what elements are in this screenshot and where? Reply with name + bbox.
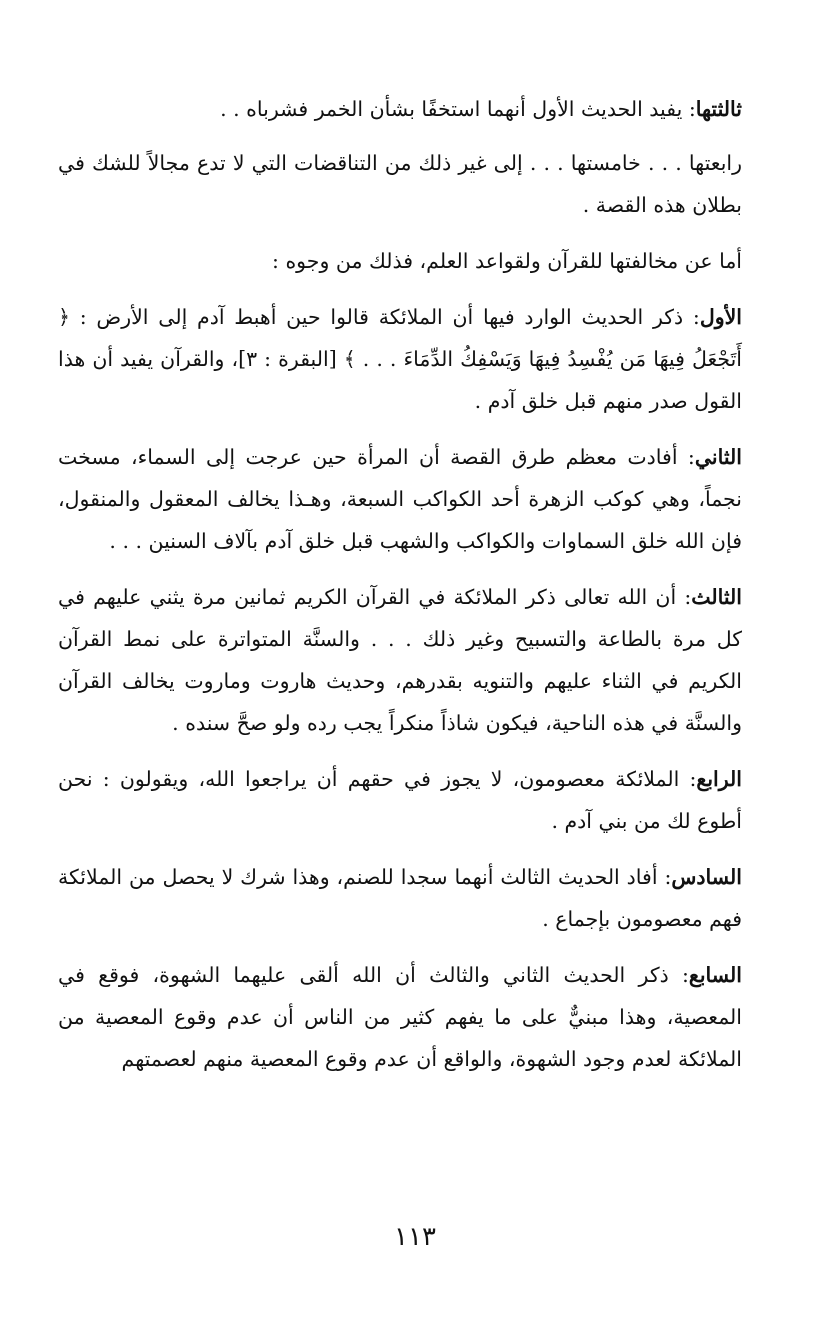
paragraph-9 <box>58 954 770 1080</box>
paragraph-text: : يفيد الحديث الأول أنهما استخفًا بشأن الخمر فشرباه . . <box>220 97 696 121</box>
paragraph-lead: الثاني <box>694 445 742 469</box>
paragraph-lead: الثالث <box>691 585 742 609</box>
paragraph-3 <box>58 240 770 282</box>
paragraph-text: : الملائكة معصومون، لا يجوز في حقهم أن يراجعوا الله، ويقولون : نحن أطوع لك من بني آدم . <box>58 767 742 833</box>
paragraph-text: : ذكر الحديث الثاني والثالث أن الله ألقى عليهما الشهوة، فوقع في المعصية، وهذا مبنيٌّ على ما يفهم كثير من الناس أن عدم وقوع المعصية من الملائكة لعدم وجود الشهوة، والواقع أن عدم وقوع المعصية منهم لعصمتهم <box>58 963 742 1071</box>
paragraph-text: : أفادت معظم طرق القصة أن المرأة حين عرجت إلى السماء، مسخت نجماً، وهي كوكب الزهرة أحد الكواكب السبعة، وهـذا يخالف المعقول والمنقول، فإن الله خلق السماوات والكواكب والشهب قبل خلق آدم بآلاف السنين . . . <box>58 445 742 553</box>
paragraph-lead: الرابع <box>696 767 742 791</box>
paragraph-text: : أفاد الحديث الثالث أنهما سجدا للصنم، وهذا شرك لا يحصل من الملائكة فهم معصومون بإجماع . <box>58 865 742 931</box>
paragraph-6 <box>58 576 770 744</box>
paragraph-8 <box>58 856 770 940</box>
paragraph-lead: السابع <box>688 963 742 987</box>
paragraph-lead: ثالثتها <box>695 97 742 121</box>
paragraph-text: : أن الله تعالى ذكر الملائكة في القرآن الكريم ثمانين مرة يثني عليهم في كل مرة بالطاعة والتسبيح وغير ذلك . . . والسنَّة المتواترة على نمط القرآن الكريم في الثناء عليهم والتنويه بقدرهم، وحديث هاروت وماروت يخالف القرآن والسنَّة في هذه الناحية، فيكون شاذاً منكراً يجب رده ولو صحَّ سنده . <box>58 585 742 735</box>
paragraph-text: رابعتها . . . خامستها . . . إلى غير ذلك من التناقضات التي لا تدع مجالاً للشك في بطلان هذه القصة . <box>58 151 742 217</box>
paragraph-lead: الأول <box>699 305 742 329</box>
paragraph-1 <box>58 88 770 130</box>
paragraph-text: : ذكر الحديث الوارد فيها أن الملائكة قالوا حين أهبط آدم إلى الأرض : ﴿ أَتَجْعَلُ فِيهَا مَن يُفْسِدُ فِيهَا وَيَسْفِكُ الدِّمَاءَ . . . ﴾ [البقرة : ٣]، والقرآن يفيد أن هذا القول صدر منهم قبل خلق آدم . <box>58 305 742 413</box>
paragraph-7 <box>58 758 770 842</box>
paragraph-4 <box>58 296 770 422</box>
page-number: ١١٣ <box>394 1222 436 1252</box>
paragraph-5 <box>58 436 770 562</box>
paragraph-2 <box>58 142 770 226</box>
paragraph-text: أما عن مخالفتها للقرآن ولقواعد العلم، فذلك من وجوه : <box>272 249 742 273</box>
paragraph-lead: السادس <box>671 865 742 889</box>
body-text <box>58 88 770 1094</box>
